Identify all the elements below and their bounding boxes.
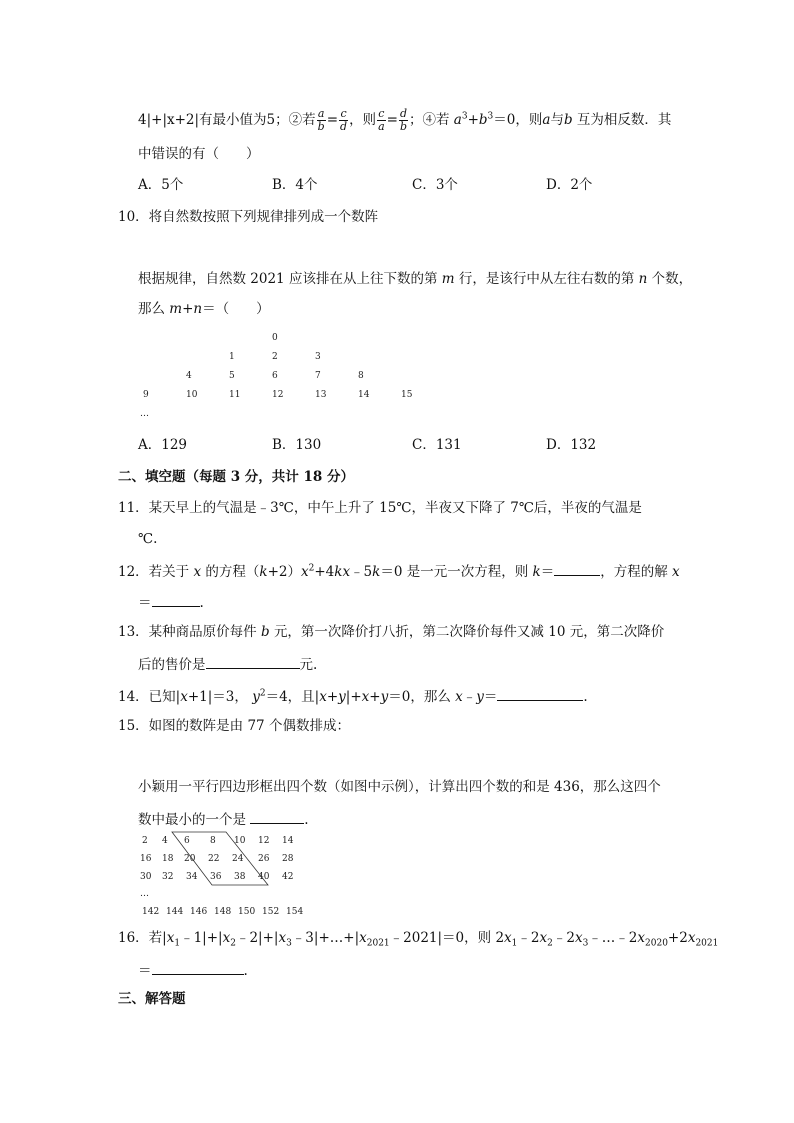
var-x: x [222,930,231,946]
q16-g: ﹣2 [552,930,575,946]
tri-cell: 6 [272,371,278,381]
q11-line2: ℃. [138,531,158,547]
q9-text-a: 4|+|x+2|有最小值为5；②若 [138,112,316,128]
grid-cell: 4 [162,836,168,846]
frac-num: a [317,107,325,120]
q14-e: ＝0，那么 [388,689,451,705]
grid-cell: 144 [166,907,184,917]
grid-cell: 22 [208,854,220,864]
grid-cell: 16 [140,854,152,864]
q10-desc2-b: ＝（ ） [202,301,270,317]
grid-cell: 30 [140,872,152,882]
grid-cell: 36 [210,872,222,882]
q12-b: 的方程（ [205,564,260,580]
q16-end: . [243,963,248,979]
q15-stem: 15．如图的数阵是由 77 个偶数排成： [118,718,350,734]
q16-answer-blank[interactable] [152,960,244,975]
q12-c: +2） [267,564,301,580]
frac-num: d [399,107,407,120]
var-x: x [319,689,327,705]
var-b: b [478,112,488,128]
q14-b: +1|＝3， [187,689,248,705]
var-n: n [638,271,648,287]
grid-cell: 32 [162,872,174,882]
var-m: m [441,271,455,287]
then-text: ，则 [349,112,377,128]
var-b: b [563,112,573,128]
q14-a: 14．已知| [118,689,181,705]
var-x: x [301,564,309,580]
q10-desc1-b: 行，是该行中从左往右数的第 [458,271,635,287]
grid-cell: 28 [282,854,294,864]
q9-option-b[interactable]: B．4个 [272,177,318,193]
var-x: x [455,689,463,705]
var-x: x [574,930,583,946]
grid-cell: 38 [234,872,246,882]
tri-cell: 7 [315,371,321,381]
q10-desc1-c: 个数， [651,271,693,287]
q15-desc1: 小颖用一平行四边形框出四个数（如图中示例），计算出四个数的和是 436，那么这四个 [138,779,661,795]
q9-option-a[interactable]: A．5个 [138,177,184,193]
grid-cell: 146 [190,907,208,917]
tri-cell: 2 [272,352,278,362]
q16-h: ﹣…﹣2 [588,930,638,946]
item4-end: 互为相反数．其 [576,112,672,128]
tri-cell: 11 [229,390,241,400]
var-x: x [637,930,646,946]
grid-cell: 152 [262,907,280,917]
q9-line1: 4|+|x+2|有最小值为5；②若 $\frac{a}{b}$ = $\frac{c}{d}$ ，则 $\frac{c}{a}$ = $\frac{d}{b}$ ；④若 $a^3+b^3=0$，则a与b 互为相反数．其 [138,107,672,133]
q13-line2-b: 元. [299,657,318,673]
exp-2: 2 [308,563,315,574]
q10-option-a[interactable]: A．129 [138,437,188,453]
var-x: x [361,689,370,705]
q12-f: ＝0 是一元一次方程，则 [380,564,529,580]
q9-option-d[interactable]: D．2个 [546,177,593,193]
grid-ellipsis: … [140,889,149,899]
q12-end: . [199,595,204,611]
grid-cell: 142 [142,907,160,917]
q14-line: 14．已知|x+1|＝3， $y^2=4$，且|x+y|+x+y＝0，那么 x﹣y＝ . [118,686,588,706]
var-y: y [380,689,389,705]
item4-text: ；④若 [408,112,450,128]
var-x: x [278,930,287,946]
grid-cell: 8 [210,836,216,846]
grid-cell: 150 [238,907,256,917]
q13-b: 元，第一次降价打八折，第二次降价每件又减 10 元，第二次降价 [273,624,665,640]
frac-num: c [378,107,385,120]
q12-line2-eq: ＝ [138,595,152,611]
q10-option-d[interactable]: D．132 [546,437,597,453]
frac-den: b [317,120,325,133]
var-b: b [260,624,270,640]
tri-cell: 10 [186,390,198,400]
q16-e: ﹣2021|＝0，则 2 [389,930,505,946]
section-3-heading: 三、解答题 [118,991,186,1007]
q16-line2 [138,960,248,980]
equals: = [326,112,339,128]
section-2-heading: 二、填空题（每题 3 分，共计 18 分） [118,469,354,485]
q10-stem: 10．将自然数按照下列规律排列成一个数阵 [118,209,379,225]
grid-cell: 2 [142,836,148,846]
grid-cell: 24 [232,854,244,864]
grid-cell: 12 [258,836,270,846]
var-kx: kx [334,564,351,580]
tri-cell: 4 [186,371,192,381]
q12-e: ﹣5 [350,564,373,580]
q12-h: ，方程的解 [600,564,668,580]
q12-g: ＝ [540,564,555,580]
var-y: y [252,689,260,705]
tri-cell: 5 [229,371,235,381]
grid-cell: 10 [234,836,246,846]
grid-cell: 34 [186,872,198,882]
var-a: a [453,112,462,128]
var-k: k [532,564,541,580]
q12-a: 12．若关于 [118,564,190,580]
q13-line2-a: 后的售价是 [138,657,206,673]
q12-d: +4 [314,564,335,580]
tri-cell: 12 [272,390,284,400]
tri-cell: 15 [401,390,413,400]
q16-d: ﹣3|+…+| [291,930,360,946]
tri-cell: 1 [229,352,235,362]
q14-c: ＝4，且| [265,689,320,705]
equals: = [386,112,398,128]
q15-end: . [304,812,309,828]
tri-cell: 9 [143,390,149,400]
q14-end: . [583,689,588,705]
q10-option-b[interactable]: B．130 [272,437,322,453]
var-x: x [359,930,367,946]
grid-cell: 18 [162,854,174,864]
exp: 3 [461,111,468,122]
item4-rest: ＝0，则 [493,112,543,128]
tri-cell: 0 [272,333,278,343]
tri-cell: 8 [358,371,364,381]
q16-line2-eq: ＝ [138,963,152,979]
grid-cell: 148 [214,907,232,917]
frac-den: a [378,120,385,133]
tri-ellipsis: … [140,409,149,419]
q16-i: +2 [667,930,688,946]
var-x: x [166,930,175,946]
frac-den: b [399,120,407,133]
grid-cell: 42 [282,872,294,882]
and-text: 与 [550,112,564,128]
q16-f: ﹣2 [517,930,540,946]
q10-option-c[interactable]: C．131 [412,437,462,453]
tri-cell: 14 [358,390,370,400]
grid-cell: 154 [286,907,304,917]
q16-line1: 16．若$|x_1﹣1|+|x_2﹣2|+|x_3﹣3|+\dots+|x_{2021}﹣2021|=0$，则 $2x_1﹣2x_2﹣2x_3﹣\dots﹣2x_{2020}+2x_{2021}$ [118,930,719,949]
grid-cell: 6 [184,836,190,846]
frac-num: c [340,107,347,120]
q16-a: 16．若| [118,930,167,946]
var-k: k [259,564,268,580]
tri-cell: 3 [315,352,321,362]
grid-cell: 14 [282,836,294,846]
exp-2: 2 [259,688,266,699]
tri-cell: 13 [315,390,327,400]
var-x: x [672,564,680,580]
q9-line2: 中错误的有（ ） [138,146,260,162]
var-k: k [372,564,381,580]
q16-c: ﹣2|+| [235,930,279,946]
var-x: x [539,930,548,946]
q14-f: ﹣ [462,689,477,705]
var-y: y [476,689,484,705]
grid-cell: 40 [258,872,270,882]
grid-cell: 26 [258,854,270,864]
grid-cell: 20 [184,854,196,864]
q16-b: ﹣1|+| [180,930,223,946]
var-y: y [338,689,346,705]
q9-option-c[interactable]: C．3个 [412,177,458,193]
q14-g: ＝ [483,689,498,705]
var-x: x [180,689,188,705]
var-x: x [193,564,202,580]
var-x: x [687,930,696,946]
q10-desc1-a: 根据规律，自然数 2021 应该排在从上往下数的第 [138,271,438,287]
q13-a: 13．某种商品原价每件 [118,624,257,640]
q10-desc2-a: 那么 [138,301,165,317]
q15-desc2-text: 数中最小的一个是 [138,812,246,828]
var-mn: m+n [169,301,203,317]
exp: 3 [487,111,494,122]
var-a: a [542,112,551,128]
q11-line1: 11．某天早上的气温是﹣3℃，中午上升了 15℃，半夜又下降了 7℃后，半夜的气温是 [118,500,642,516]
var-x: x [504,930,512,946]
frac-den: d [340,120,348,133]
q14-d: |+ [345,689,362,705]
